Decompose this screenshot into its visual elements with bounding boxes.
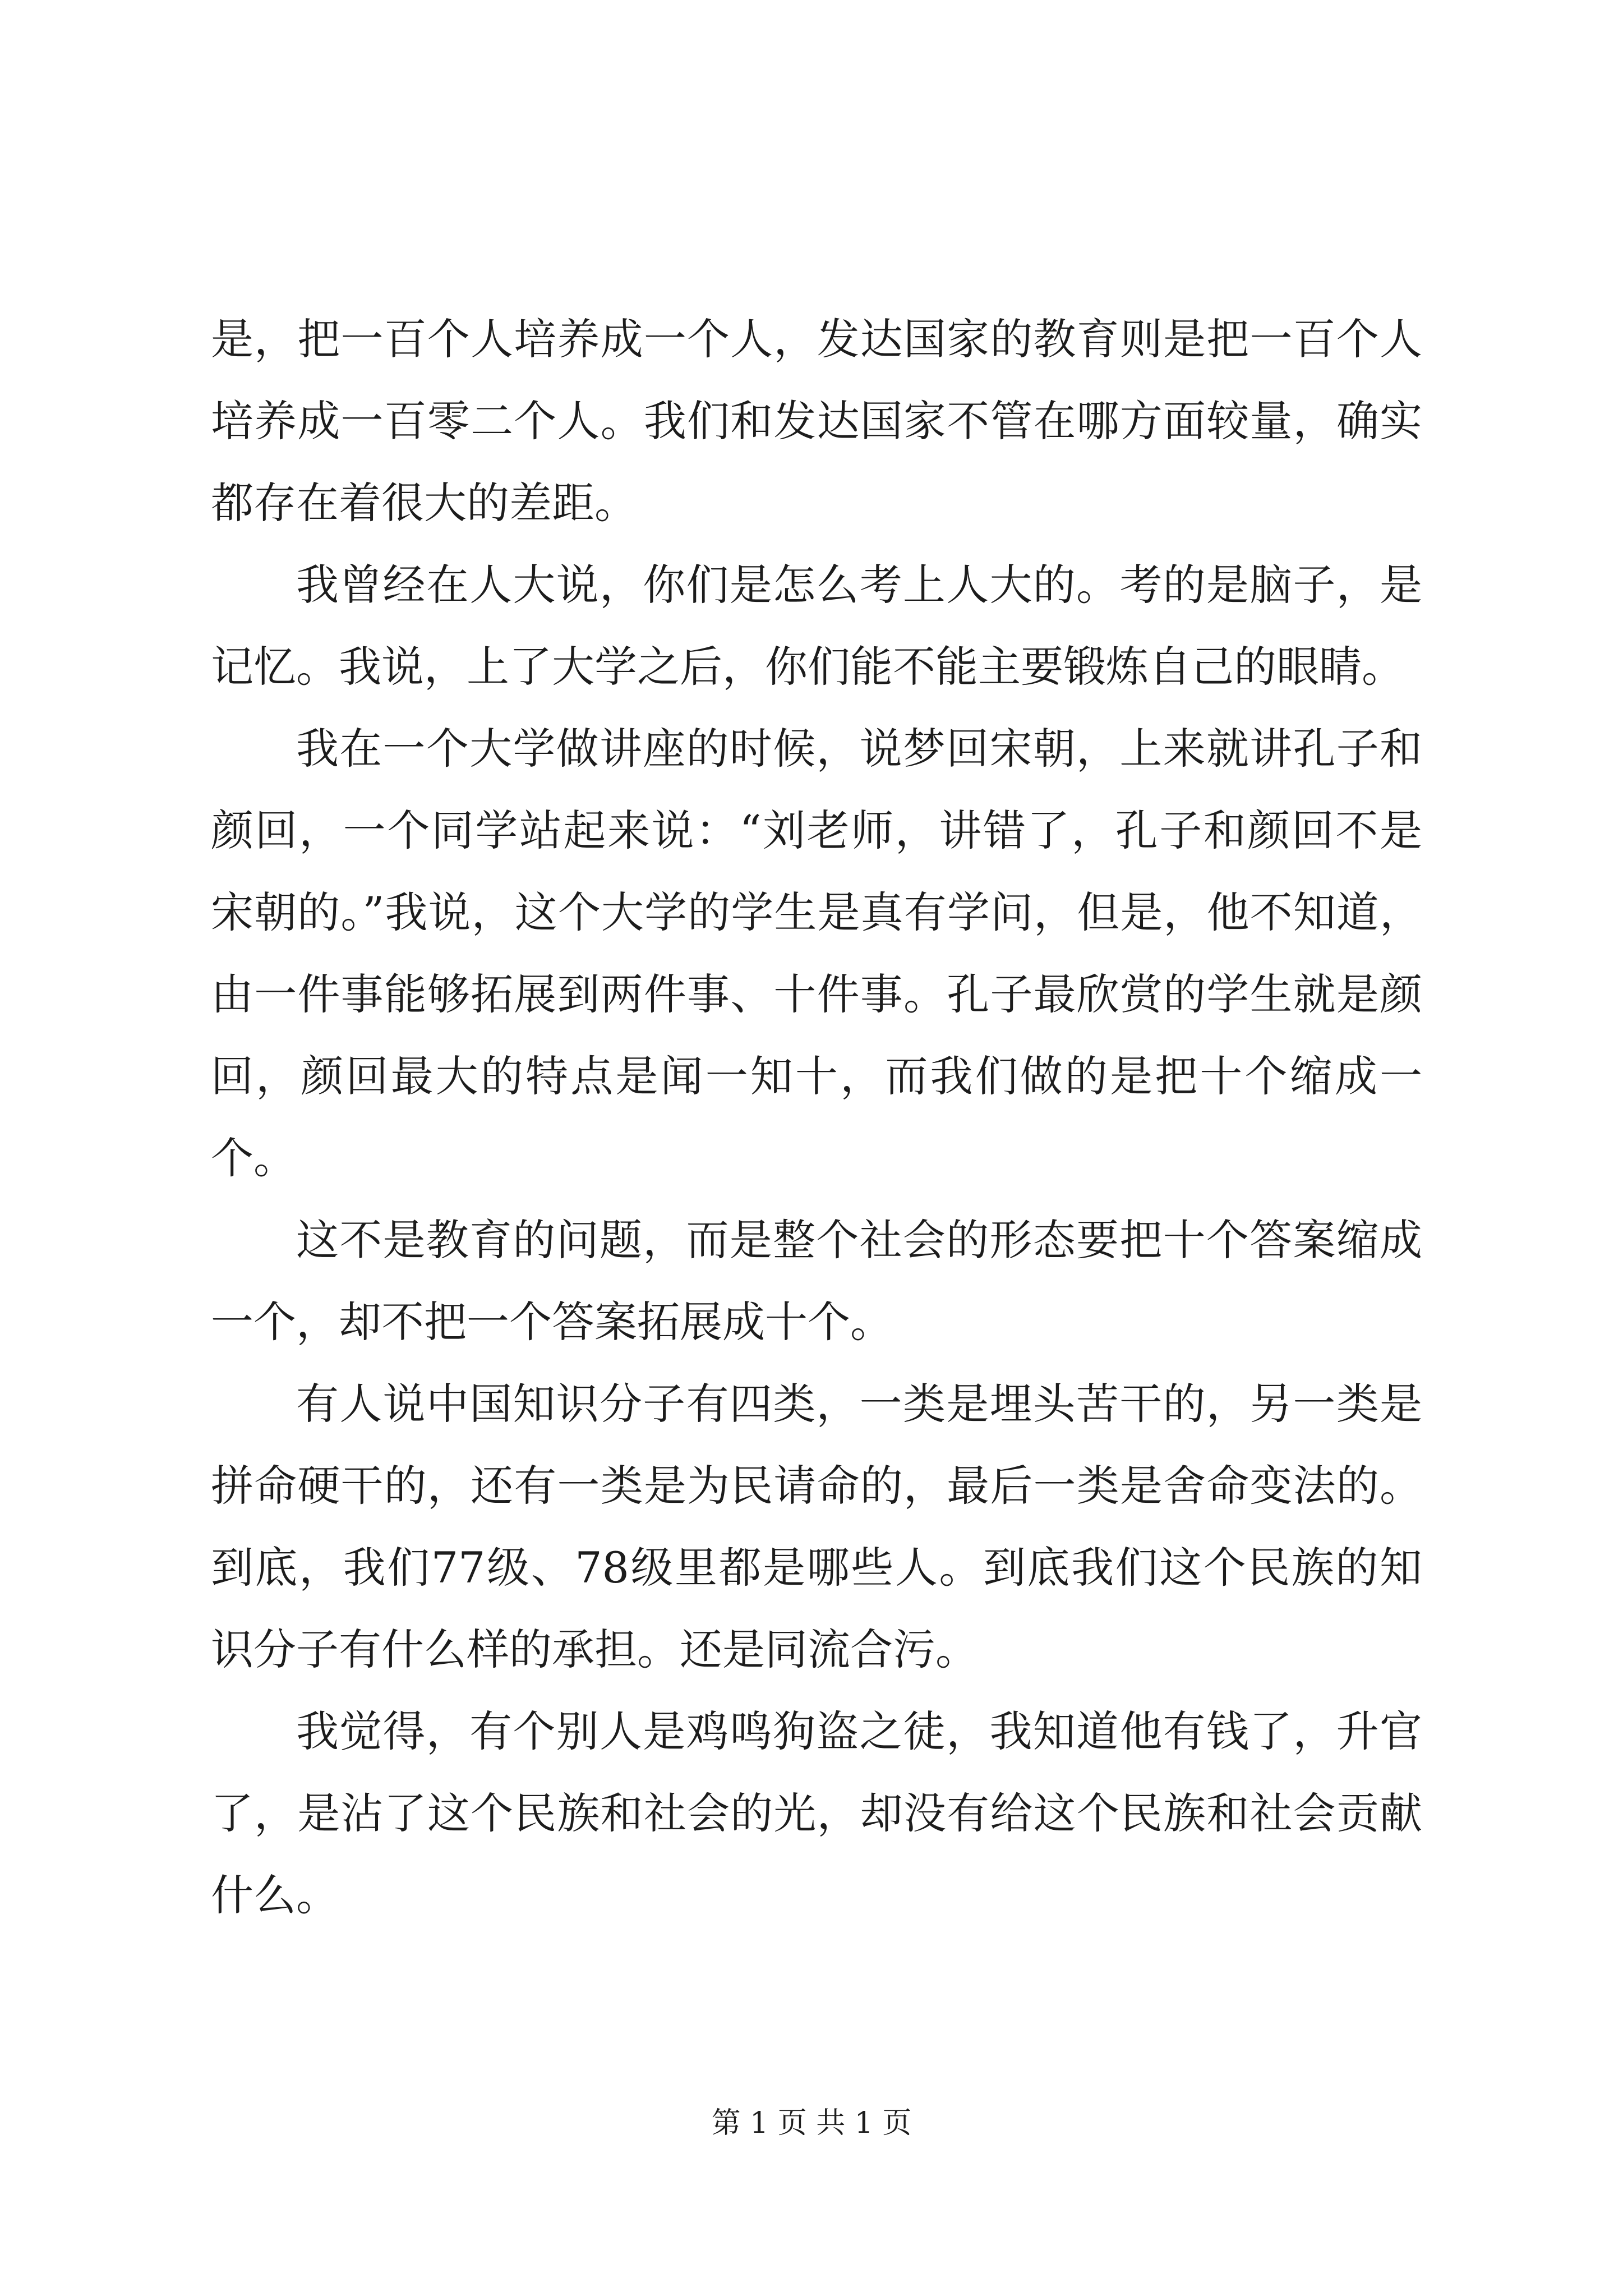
paragraph-3: 我在一个大学做讲座的时候，说梦回宋朝，上来就讲孔子和颜回，一个同学站起来说：“刘老师，讲错了，孔子和颜回不是宋朝的。”我说，这个大学的学生是真有学问，但是，他不知道，由一件事能够拓展到两件事、十件事。孔子最欣赏的学生就是颜回，颜回最大的特点是闻一知十，而我们做的是把十个缩成一个。 <box>211 724 1422 1183</box>
paragraph-5: 有人说中国知识分子有四类，一类是埋头苦干的，另一类是拼命硬干的，还有一类是为民请命的，最后一类是舍命变法的。到底，我们77级、78级里都是哪些人。到底我们这个民族的知识分子有什么样的承担。还是同流合污。 <box>211 1379 1422 1674</box>
paragraph-4: 这不是教育的问题，而是整个社会的形态要把十个答案缩成一个，却不把一个答案拓展成十个。 <box>211 1215 1422 1347</box>
paragraph-1: 是，把一百个人培养成一个人，发达国家的教育则是把一百个人培养成一百零二个人。我们和发达国家不管在哪方面较量，确实都存在着很大的差距。 <box>211 314 1422 528</box>
paragraph-2: 我曾经在人大说，你们是怎么考上人大的。考的是脑子，是记忆。我说，上了大学之后，你们能不能主要锻炼自己的眼睛。 <box>211 560 1422 692</box>
document-body <box>211 298 1422 1936</box>
paragraph-6: 我觉得，有个别人是鸡鸣狗盗之徒，我知道他有钱了，升官了，是沾了这个民族和社会的光，却没有给这个民族和社会贡献什么。 <box>211 1706 1422 1920</box>
page-number-footer: 第 1 页 共 1 页 <box>711 2106 912 2140</box>
